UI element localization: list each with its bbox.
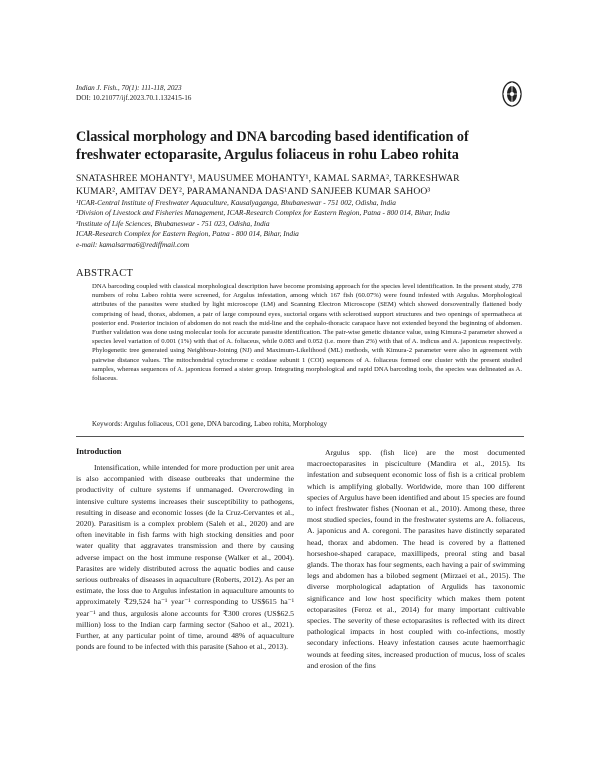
- introduction-heading: Introduction: [76, 447, 122, 456]
- keywords: Keywords: Argulus foliaceus, CO1 gene, DNA barcoding, Labeo rohita, Morphology: [92, 421, 328, 428]
- affiliations: [76, 198, 536, 250]
- correspondence-email: e-mail: kamalsarma6@rediffmail.com: [76, 239, 190, 249]
- abstract-heading: ABSTRACT: [76, 268, 134, 279]
- affiliation-4: ICAR-Research Complex for Eastern Region, Patna - 800 014, Bihar, India: [76, 229, 299, 239]
- journal-emblem-icon: [500, 80, 524, 108]
- abstract-body: DNA barcoding coupled with classical morphological description have become promising approach for the species level identification. In the present study, 278 numbers of rohu Labeo rohita were screened, for Argulus infestation, among which 167 fish (60.07%) were found infested with Argulus. Morphological attributes of the parasites were studied by light microscope (LM) and Scanning Electron Microscope (SEM) which showed dorsoventrally flattened body comprising of head, thorax, abdomen, a pair of large compound eyes, suctorial organs with sclerotised support structures and two openings of spermatheca at posterior end. Posterior incision of abdomen do not reach the mid-line and the cephalo-thoracic carapace have not extended beyond the beginning of abdomen. Further validation was done using molecular tools for accurate parasite identification. The pair-wise genetic distance value, using Kimura-2 parameter showed a species level variation of 0.001 (1%) with that of A. foliaceus, while 0.083 and 0.052 (i.e. more than 2%) with that of A. indicus and A. japonicus respectively. Phylogenetic tree generated using Neighbour-Joining (NJ) and Maximum-Likelihood (ML) methods, with Kimura-2 parameter were also in agreement with pairwise distance values. The mitochondrial cytochrome c oxidase subunit 1 (COI) sequences of A. foliaceus formed one cluster with the present studied samples, whereas sequences of A. japonicus formed a sister group. Integrating morphological and rapid DNA barcoding tools, the species was delineated as A. foliaceus.: [92, 283, 522, 383]
- title-line-1: Classical morphology and DNA barcoding based identification of: [76, 129, 469, 145]
- intro-column-right: [307, 447, 525, 671]
- section-divider: [76, 436, 524, 437]
- authors-line-2: KUMAR², AMITAV DEY², PARAMANANDA DAS¹AND SANJEEB KUMAR SAHOO³: [76, 185, 431, 197]
- intro-paragraph-2: Argulus spp. (fish lice) are the most documented macroectoparasites in pisciculture (Mandira et al., 2015). Its infestation and subsequent economic loss of fish is a critical problem which is amplifying globally. Worldwide, more than 100 different species of Argulus have been identified and about 15 species are found to infect freshwater fishes (Noonan et al., 2010). Among these, three most studied species, found in the freshwater systems are A. foliaceus, A. japonicus and A. coregoni. The parasites have distinctly separated head, thorax and abdomen. The head is covered by a flattened horseshoe-shaped carapace, maxillipeds, preoral sting and basal glands. The thorax has four segments, each having a pair of swimming legs and abdomen has a bilobed segment (Mirzaei et al., 2015). The diverse morphological adaptation of Argulids has taxonomic significance and low host specificity which makes them potent ectoparasites (Feroz et al., 2014) for many important cultivable species. The severity of these ectoparasites is reflected with its direct pathological impacts in host coupled with co-infections, mostly secondary infections. Heavy infestation causes acute haemorrhagic wounds at feeding sites, increased production of mucus, loss of scales and erosion of the fins: [307, 448, 525, 670]
- title-line-2: freshwater ectoparasite, Argulus foliaceus in rohu Labeo rohita: [76, 147, 459, 163]
- article-title: [76, 128, 536, 164]
- affiliation-2: ²Division of Livestock and Fisheries Management, ICAR-Research Complex for Eastern Region, Patna - 800 014, Bihar, India: [76, 208, 450, 218]
- intro-paragraph-1: Intensification, while intended for more production per unit area is also accompanied with disease outbreaks that undermine the productivity of culture systems if unmanaged. Overcrowding in intensive culture systems increases their susceptibility to pathogens, resulting in disease and economic losses (de la Cruz-Cervantes et al., 2020). Parasitism is a complex problem (Saleh et al., 2020) and are often inevitable in fish farms with high stocking densities and poor water quality that aggravates transmission and there by causing adverse impact on the host immune response (Walker et al., 2004). Parasites are widely distributed across the aquatic bodies and cause serious outbreaks of diseases in aquaculture (Roberts, 2012). As per an estimate, the loss due to Argulus infestation in aquaculture amounts to approximately ₹29,524 ha⁻¹ year⁻¹ corresponding to US$615 ha⁻¹ year⁻¹ and thus, argulosis alone accounts for ₹300 crores (US$62.5 million) loss to the Indian carp farming sector (Sahoo et al., 2021). Further, at any particular point of time, around 48% of aquaculture ponds are found to be infected with this parasite (Sahoo et al., 2013).: [76, 463, 294, 652]
- intro-column-left: [76, 462, 294, 652]
- doi: DOI: 10.21077/ijf.2023.70.1.132415-16: [76, 94, 192, 102]
- affiliation-1: ¹ICAR-Central Institute of Freshwater Aquaculture, Kausalyaganga, Bhubaneswar - 751 002, Odisha, India: [76, 198, 396, 207]
- authors-line-1: SNATASHREE MOHANTY¹, MAUSUMEE MOHANTY¹, KAMAL SARMA², TARKESHWAR: [76, 173, 460, 184]
- affiliation-3: ³Institute of Life Sciences, Bhubaneswar - 751 023, Odisha, India: [76, 218, 270, 228]
- author-list: [76, 173, 536, 198]
- journal-citation: Indian J. Fish., 70(1): 111-118, 2023: [76, 84, 182, 92]
